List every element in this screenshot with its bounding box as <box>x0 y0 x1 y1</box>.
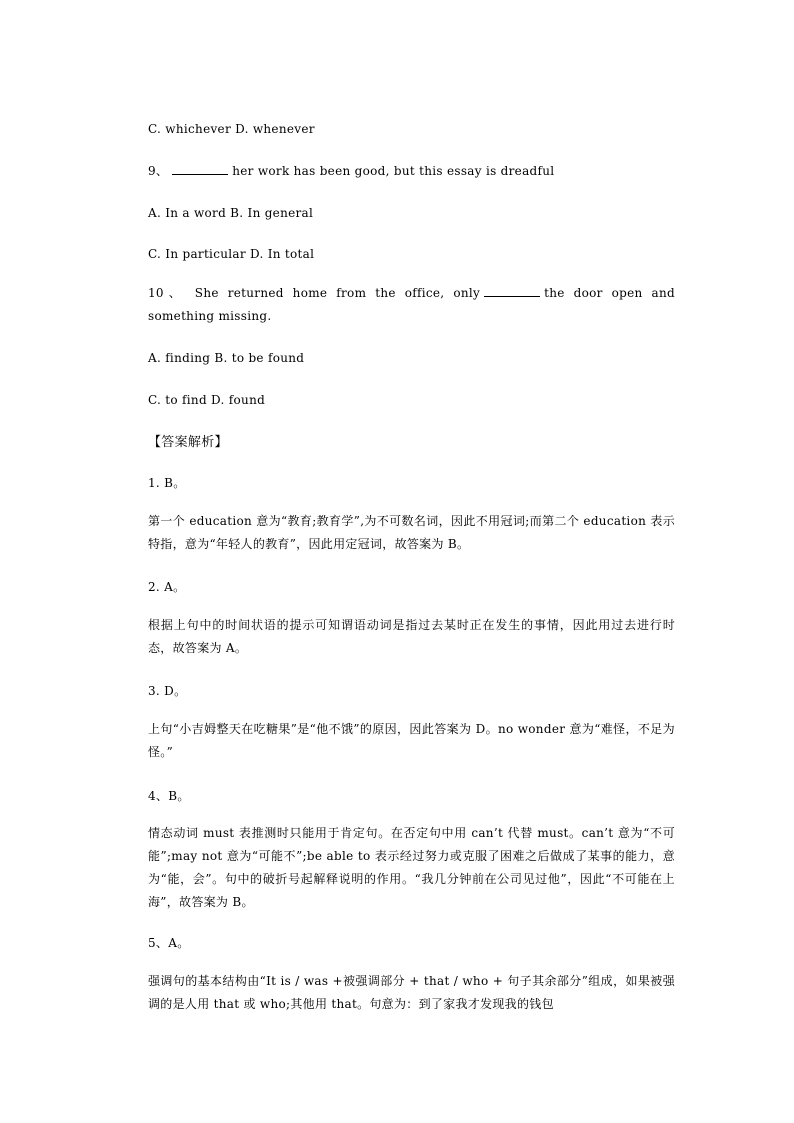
question-8-options-cd: C. whichever D. whenever <box>148 122 315 136</box>
answer-label: 3. D。 <box>148 684 187 698</box>
question-10-options-ab: A. finding B. to be found <box>148 351 305 365</box>
answer-label: 1. B。 <box>148 476 186 490</box>
answer-heading: 【答案解析】 <box>148 435 228 450</box>
question-10-options-cd: C. to find D. found <box>148 393 266 407</box>
question-9-text: her work has been good, but this essay is dreadful <box>232 164 555 178</box>
question-9-number: 9、 <box>148 164 169 178</box>
answer-blank <box>172 163 228 175</box>
answer-explanation: 情态动词 must 表推测时只能用于肯定句。在否定句中用 can’t 代替 must。can’t 意为“不可能”;may not 意为“可能不”;be able to 表示经过努力或克服了困难之后做成了某事的能力，意为“能，会”。句中的破折号起解释说明的作用。“我几分钟前在公司见过他”，因此“不可能在上海”，故答案为 B。 <box>148 826 675 909</box>
question-9 <box>120 162 675 179</box>
question-10-text-2: the door open and something missing. <box>148 286 676 323</box>
question-9-options-cd: C. In particular D. In total <box>148 247 315 261</box>
answer-explanation: 上句“小吉姆整天在吃糖果”是“他不饿”的原因，因此答案为 D。no wonder 意为“难怪，不足为怪。” <box>148 722 675 759</box>
question-9-options-ab: A. In a word B. In general <box>148 206 314 220</box>
answer-label: 4、B。 <box>148 789 190 803</box>
answer-explanation: 第一个 education 意为“教育;教育学”,为不可数名词，因此不用冠词;而第二个 education 表示特指，意为“年轻人的教育”，因此用定冠词，故答案为 B。 <box>148 514 675 551</box>
question-10-text-1: 10、 She returned home from the office, only <box>148 286 481 300</box>
answer-label: 2. A。 <box>148 580 186 594</box>
answer-label: 5、A。 <box>148 936 190 950</box>
answer-explanation: 强调句的基本结构由“It is / was +被强调部分 + that / who + 句子其余部分”组成，如果被强调的是人用 that 或 who;其他用 that。句意为：到了家我才发现我的钱包 <box>148 974 675 1011</box>
answer-blank <box>484 285 540 297</box>
answer-explanation: 根据上句中的时间状语的提示可知谓语动词是指过去某时正在发生的事情，因此用过去进行时态，故答案为 A。 <box>148 618 675 655</box>
question-10 <box>120 282 675 328</box>
